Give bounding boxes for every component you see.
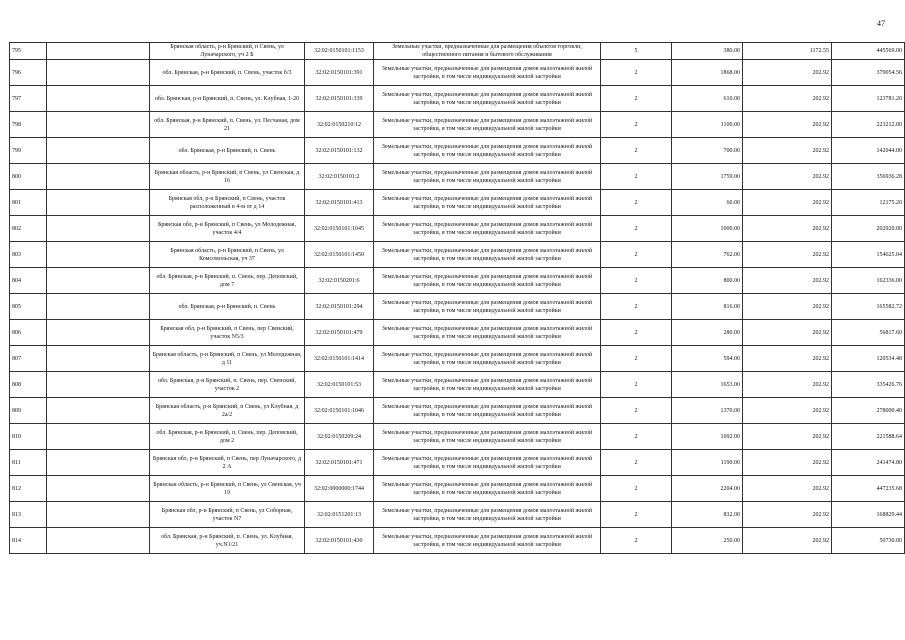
category-cell: 2 (601, 398, 672, 424)
rate-cell: 202.92 (743, 424, 832, 450)
area-cell: 700.00 (672, 138, 743, 164)
area-cell: 280.00 (672, 320, 743, 346)
land-use-cell: Земельные участки, предназначенные для размещения домов малоэтажной жилой застройки, в том числе индивидуальной жилой застройки (374, 60, 601, 86)
area-cell: 1092.00 (672, 424, 743, 450)
table-row (10, 164, 905, 190)
blank-cell (47, 112, 150, 138)
row-number-cell: 803 (10, 242, 47, 268)
table-row (10, 502, 905, 528)
blank-cell (47, 216, 150, 242)
land-use-cell: Земельные участки, предназначенные для размещения домов малоэтажной жилой застройки, в том числе индивидуальной жилой застройки (374, 346, 601, 372)
address-cell: обл. Брянская, р-н Брянский, п. Свень, пер. Свенский, участок 2 (150, 372, 305, 398)
table-row (10, 450, 905, 476)
cadastral-value-cell: 202920.00 (832, 216, 905, 242)
page-number: 47 (877, 19, 885, 28)
area-cell: 1100.00 (672, 112, 743, 138)
category-cell: 2 (601, 242, 672, 268)
category-cell: 2 (601, 216, 672, 242)
rate-cell: 202.92 (743, 476, 832, 502)
cadastral-number-cell: 32:02:0150101:132 (305, 138, 374, 164)
blank-cell (47, 502, 150, 528)
category-cell: 2 (601, 424, 672, 450)
row-number-cell: 814 (10, 528, 47, 554)
cadastral-value-cell: 123781.20 (832, 86, 905, 112)
blank-cell (47, 424, 150, 450)
cadastral-number-cell: 32:02:0150101:1450 (305, 242, 374, 268)
rate-cell: 202.92 (743, 372, 832, 398)
rate-cell: 202.92 (743, 528, 832, 554)
cadastral-number-cell: 32:02:0150101:1045 (305, 216, 374, 242)
category-cell: 2 (601, 60, 672, 86)
rate-cell: 202.92 (743, 216, 832, 242)
row-number-cell: 802 (10, 216, 47, 242)
table-body (10, 43, 905, 554)
table-row (10, 424, 905, 450)
land-use-cell: Земельные участки, предназначенные для размещения домов малоэтажной жилой застройки, в том числе индивидуальной жилой застройки (374, 424, 601, 450)
cadastral-number-cell: 32:02:0150101:479 (305, 320, 374, 346)
category-cell: 2 (601, 346, 672, 372)
cadastral-value-cell: 142044.00 (832, 138, 905, 164)
table-row (10, 528, 905, 554)
blank-cell (47, 242, 150, 268)
category-cell: 5 (601, 43, 672, 60)
row-number-cell: 795 (10, 43, 47, 60)
row-number-cell: 811 (10, 450, 47, 476)
land-use-cell: Земельные участки, предназначенные для размещения объектов торговли, общественного питания и бытового обслуживания (374, 43, 601, 60)
area-cell: 816.00 (672, 294, 743, 320)
row-number-cell: 810 (10, 424, 47, 450)
land-use-cell: Земельные участки, предназначенные для размещения домов малоэтажной жилой застройки, в том числе индивидуальной жилой застройки (374, 216, 601, 242)
cadastral-number-cell: 32:02:0150101:391 (305, 60, 374, 86)
cadastral-number-cell: 32:02:0150101:2 (305, 164, 374, 190)
land-use-cell: Земельные участки, предназначенные для размещения домов малоэтажной жилой застройки, в том числе индивидуальной жилой застройки (374, 476, 601, 502)
row-number-cell: 799 (10, 138, 47, 164)
area-cell: 610.00 (672, 86, 743, 112)
address-cell: Брянская область, р-н Брянский, п Свень, ул Молодежная, д 11 (150, 346, 305, 372)
address-cell: обл. Брянская, р-н Брянский, п. Свень (150, 138, 305, 164)
land-use-cell: Земельные участки, предназначенные для размещения домов малоэтажной жилой застройки, в том числе индивидуальной жилой застройки (374, 398, 601, 424)
address-cell: Брянская область, р-н Брянский, п Свень, ул Комсомольская, уч 37 (150, 242, 305, 268)
blank-cell (47, 294, 150, 320)
area-cell: 380.00 (672, 43, 743, 60)
category-cell: 2 (601, 112, 672, 138)
address-cell: Брянская обл, р-н Брянский, п Свень, ул Соборная, участок N7 (150, 502, 305, 528)
rate-cell: 202.92 (743, 502, 832, 528)
cadastral-number-cell: 32:02:0000000:1744 (305, 476, 374, 502)
rate-cell: 202.92 (743, 398, 832, 424)
cadastral-number-cell: 32:02:0150101:339 (305, 86, 374, 112)
area-cell: 2204.00 (672, 476, 743, 502)
cadastral-value-cell: 379054.56 (832, 60, 905, 86)
land-plot-table (9, 42, 905, 554)
rate-cell: 1172.55 (743, 43, 832, 60)
area-cell: 1370.00 (672, 398, 743, 424)
area-cell: 762.00 (672, 242, 743, 268)
row-number-cell: 804 (10, 268, 47, 294)
row-number-cell: 800 (10, 164, 47, 190)
land-use-cell: Земельные участки, предназначенные для размещения домов малоэтажной жилой застройки, в том числе индивидуальной жилой застройки (374, 294, 601, 320)
blank-cell (47, 190, 150, 216)
cadastral-number-cell: 32:02:0150101:53 (305, 372, 374, 398)
row-number-cell: 807 (10, 346, 47, 372)
table-row (10, 190, 905, 216)
land-use-cell: Земельные участки, предназначенные для размещения домов малоэтажной жилой застройки, в том числе индивидуальной жилой застройки (374, 502, 601, 528)
cadastral-number-cell: 32:02:0150101:430 (305, 528, 374, 554)
address-cell: Брянская обл, р-н Брянский, п Свень, пер Свенский, участок N5/3 (150, 320, 305, 346)
cadastral-value-cell: 12175.20 (832, 190, 905, 216)
cadastral-value-cell: 278000.40 (832, 398, 905, 424)
row-number-cell: 806 (10, 320, 47, 346)
land-use-cell: Земельные участки, предназначенные для размещения домов малоэтажной жилой застройки, в том числе индивидуальной жилой застройки (374, 450, 601, 476)
blank-cell (47, 528, 150, 554)
cadastral-value-cell: 221588.64 (832, 424, 905, 450)
cadastral-value-cell: 154625.04 (832, 242, 905, 268)
address-cell: Брянская область, р-н Брянский, п Свень, ул Свенская, уч 19 (150, 476, 305, 502)
cadastral-value-cell: 241474.80 (832, 450, 905, 476)
rate-cell: 202.92 (743, 60, 832, 86)
table-row (10, 86, 905, 112)
table-row (10, 398, 905, 424)
row-number-cell: 808 (10, 372, 47, 398)
table-row (10, 372, 905, 398)
address-cell: Брянская обл, р-н Брянский, п Свень, пер Луначарского, д 2 А (150, 450, 305, 476)
area-cell: 832.00 (672, 502, 743, 528)
cadastral-value-cell: 335426.76 (832, 372, 905, 398)
table-row (10, 112, 905, 138)
cadastral-number-cell: 32:02:0150101:294 (305, 294, 374, 320)
blank-cell (47, 86, 150, 112)
land-use-cell: Земельные участки, предназначенные для размещения домов малоэтажной жилой застройки, в том числе индивидуальной жилой застройки (374, 86, 601, 112)
address-cell: обл. Брянская, р-н Брянский, п. Свень, пер. Деповский, дом 7 (150, 268, 305, 294)
category-cell: 2 (601, 320, 672, 346)
area-cell: 1759.00 (672, 164, 743, 190)
row-number-cell: 813 (10, 502, 47, 528)
rate-cell: 202.92 (743, 190, 832, 216)
cadastral-number-cell: 32:02:0150201:6 (305, 268, 374, 294)
rate-cell: 202.92 (743, 268, 832, 294)
cadastral-number-cell: 32:02:0150101:471 (305, 450, 374, 476)
rate-cell: 202.92 (743, 450, 832, 476)
area-cell: 250.00 (672, 528, 743, 554)
table-row (10, 60, 905, 86)
land-use-cell: Земельные участки, предназначенные для размещения домов малоэтажной жилой застройки, в том числе индивидуальной жилой застройки (374, 112, 601, 138)
address-cell: Брянская обл, р-н Брянский, п Свень, ул Молодежная, участок 4/4 (150, 216, 305, 242)
area-cell: 1190.00 (672, 450, 743, 476)
cadastral-number-cell: 32:02:0150101:1414 (305, 346, 374, 372)
cadastral-number-cell: 32:02:0150101:1046 (305, 398, 374, 424)
category-cell: 2 (601, 528, 672, 554)
table-row (10, 43, 905, 60)
address-cell: обл. Брянская, р-н Брянский, п. Свень, участок б/3 (150, 60, 305, 86)
table-row (10, 346, 905, 372)
address-cell: обл. Брянская, р-н Брянский, п. Свень, ул. Клубная, уч.N1/21 (150, 528, 305, 554)
cadastral-value-cell: 445569.00 (832, 43, 905, 60)
address-cell: обл. Брянская, р-н Брянский, п. Свень, ул. Клубная, 1-20 (150, 86, 305, 112)
cadastral-number-cell: 32:02:0151201:13 (305, 502, 374, 528)
area-cell: 800.00 (672, 268, 743, 294)
cadastral-value-cell: 162336.00 (832, 268, 905, 294)
blank-cell (47, 372, 150, 398)
blank-cell (47, 476, 150, 502)
category-cell: 2 (601, 164, 672, 190)
category-cell: 2 (601, 268, 672, 294)
category-cell: 2 (601, 138, 672, 164)
row-number-cell: 812 (10, 476, 47, 502)
cadastral-value-cell: 120534.48 (832, 346, 905, 372)
address-cell: Брянская область, р-н Брянский, п Свень, ул Клубная, д 2а/2 (150, 398, 305, 424)
land-use-cell: Земельные участки, предназначенные для размещения домов малоэтажной жилой застройки, в том числе индивидуальной жилой застройки (374, 242, 601, 268)
address-cell: обл. Брянская, р-н Брянский, п. Свень, пер. Деповский, дом 2 (150, 424, 305, 450)
row-number-cell: 798 (10, 112, 47, 138)
cadastral-value-cell: 165582.72 (832, 294, 905, 320)
table-row (10, 320, 905, 346)
address-cell: Брянская обл, р-н Брянский, п Свень, участок расположенный в 4-м от д 14 (150, 190, 305, 216)
cadastral-value-cell: 356936.28 (832, 164, 905, 190)
rate-cell: 202.92 (743, 138, 832, 164)
cadastral-value-cell: 50730.00 (832, 528, 905, 554)
land-use-cell: Земельные участки, предназначенные для размещения домов малоэтажной жилой застройки, в том числе индивидуальной жилой застройки (374, 190, 601, 216)
category-cell: 2 (601, 502, 672, 528)
land-use-cell: Земельные участки, предназначенные для размещения домов малоэтажной жилой застройки, в том числе индивидуальной жилой застройки (374, 372, 601, 398)
address-cell: Брянская область, р-н Брянский, п Свень, ул Луначарского, уч 2 Б (150, 43, 305, 60)
land-use-cell: Земельные участки, предназначенные для размещения домов малоэтажной жилой застройки, в том числе индивидуальной жилой застройки (374, 528, 601, 554)
category-cell: 2 (601, 476, 672, 502)
cadastral-number-cell: 32:02:0150210:12 (305, 112, 374, 138)
rate-cell: 202.92 (743, 320, 832, 346)
blank-cell (47, 268, 150, 294)
blank-cell (47, 138, 150, 164)
cadastral-value-cell: 56817.60 (832, 320, 905, 346)
land-use-cell: Земельные участки, предназначенные для размещения домов малоэтажной жилой застройки, в том числе индивидуальной жилой застройки (374, 164, 601, 190)
table-row (10, 242, 905, 268)
rate-cell: 202.92 (743, 86, 832, 112)
rate-cell: 202.92 (743, 242, 832, 268)
cadastral-number-cell: 32:02:0150209:24 (305, 424, 374, 450)
area-cell: 60.00 (672, 190, 743, 216)
blank-cell (47, 398, 150, 424)
table-row (10, 294, 905, 320)
cadastral-value-cell: 447235.68 (832, 476, 905, 502)
row-number-cell: 809 (10, 398, 47, 424)
land-use-cell: Земельные участки, предназначенные для размещения домов малоэтажной жилой застройки, в том числе индивидуальной жилой застройки (374, 138, 601, 164)
category-cell: 2 (601, 450, 672, 476)
land-use-cell: Земельные участки, предназначенные для размещения домов малоэтажной жилой застройки, в том числе индивидуальной жилой застройки (374, 268, 601, 294)
cadastral-value-cell: 168829.44 (832, 502, 905, 528)
row-number-cell: 796 (10, 60, 47, 86)
blank-cell (47, 346, 150, 372)
rate-cell: 202.92 (743, 346, 832, 372)
address-cell: обл. Брянская, р-н Брянский, п. Свень, ул. Песчаная, дом 21 (150, 112, 305, 138)
row-number-cell: 797 (10, 86, 47, 112)
blank-cell (47, 320, 150, 346)
cadastral-value-cell: 223212.00 (832, 112, 905, 138)
blank-cell (47, 60, 150, 86)
row-number-cell: 805 (10, 294, 47, 320)
category-cell: 2 (601, 86, 672, 112)
row-number-cell: 801 (10, 190, 47, 216)
rate-cell: 202.92 (743, 112, 832, 138)
area-cell: 594.00 (672, 346, 743, 372)
rate-cell: 202.92 (743, 164, 832, 190)
rate-cell: 202.92 (743, 294, 832, 320)
blank-cell (47, 43, 150, 60)
area-cell: 1868.00 (672, 60, 743, 86)
cadastral-number-cell: 32:02:0150101:413 (305, 190, 374, 216)
address-cell: Брянская область, р-н Брянский, п Свень, ул Свенская, д 16 (150, 164, 305, 190)
table-row (10, 138, 905, 164)
table-row (10, 476, 905, 502)
category-cell: 2 (601, 294, 672, 320)
blank-cell (47, 450, 150, 476)
cadastral-number-cell: 32:02:0150101:1153 (305, 43, 374, 60)
area-cell: 1000.00 (672, 216, 743, 242)
area-cell: 1653.00 (672, 372, 743, 398)
category-cell: 2 (601, 372, 672, 398)
table-row (10, 216, 905, 242)
address-cell: обл. Брянская, р-н Брянский, п. Свень (150, 294, 305, 320)
table-row (10, 268, 905, 294)
category-cell: 2 (601, 190, 672, 216)
blank-cell (47, 164, 150, 190)
land-use-cell: Земельные участки, предназначенные для размещения домов малоэтажной жилой застройки, в том числе индивидуальной жилой застройки (374, 320, 601, 346)
